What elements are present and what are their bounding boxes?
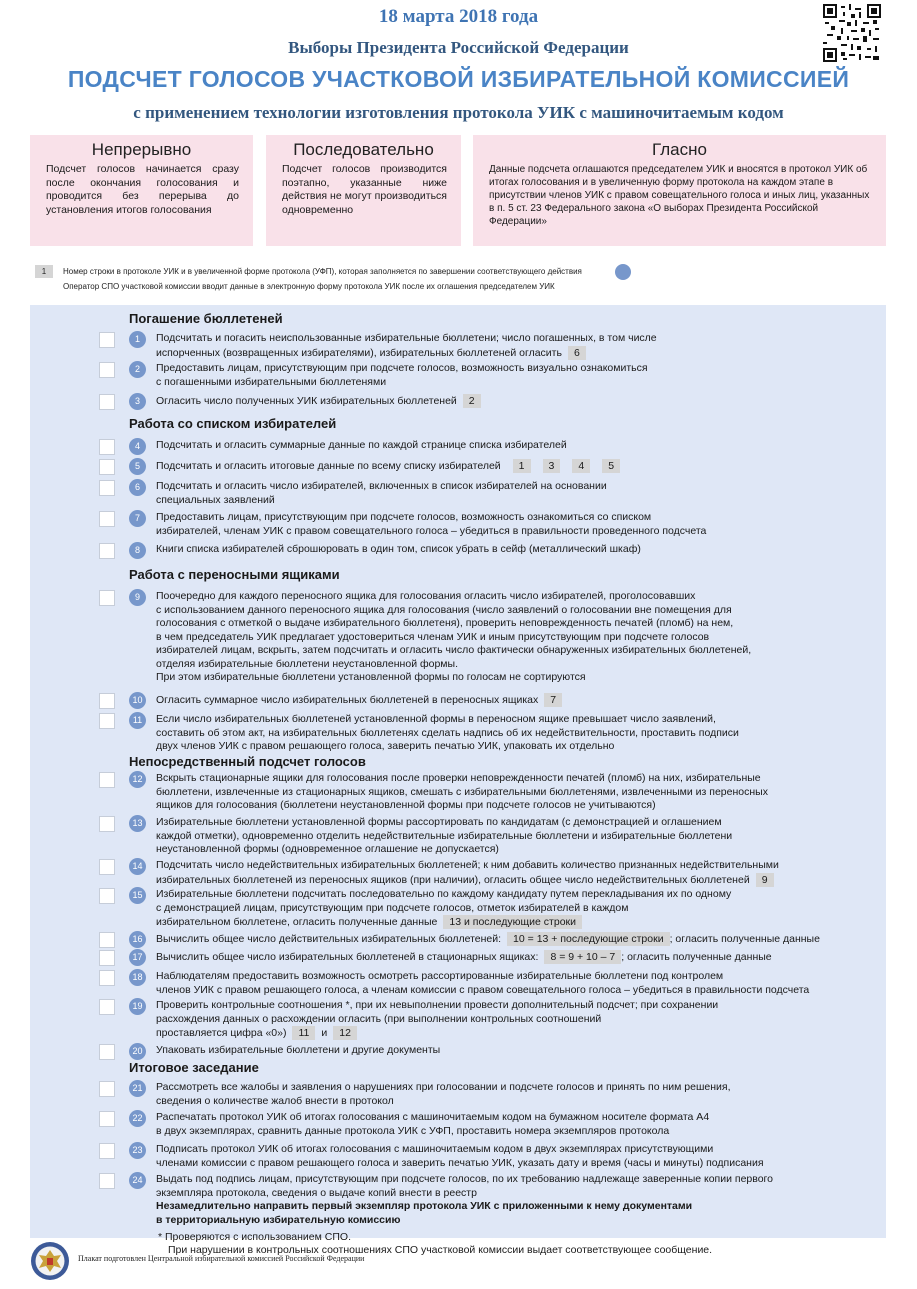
step-line	[156, 740, 739, 754]
step-line-text: Выдать под подпись лицам, присутствующим при подсчете голосов, по их требованию надлежаще заверенные копии первого	[156, 1173, 773, 1185]
step-line-text: Подсчитать число недействительных избирательных бюллетеней; к ним добавить количество признанных недействительными	[156, 859, 779, 871]
principle-text: Данные подсчета оглашаются председателем УИК и вносятся в протокол УИК об итогах голосования и в увеличенную форму протокола на каждом этапе в присутствии членов УИК с правом совещательного голоса и иных лиц, указанных в п. 5 ст. 23 Федерального закона «О выборах Президента Российской Федерации»	[489, 164, 870, 227]
step-checkbox[interactable]	[99, 1044, 115, 1060]
step-line	[156, 617, 751, 631]
step-checkbox[interactable]	[99, 394, 115, 410]
protocol-line-tag: 2	[463, 394, 481, 408]
step-checkbox[interactable]	[99, 999, 115, 1015]
step-text	[156, 1044, 440, 1058]
step-line	[156, 984, 809, 998]
principle-heading: Непрерывно	[91, 140, 192, 159]
step-line	[156, 494, 607, 508]
step-checkbox[interactable]	[99, 713, 115, 729]
step-number-badge: 2	[129, 361, 146, 378]
step-number-badge: 10	[129, 692, 146, 709]
step-line	[156, 1125, 709, 1139]
step-bold-line: Незамедлительно направить первый экземпляр протокола УИК с приложенными к нему документами	[156, 1200, 693, 1212]
step-number-badge: 11	[129, 712, 146, 729]
step-checkbox[interactable]	[99, 1111, 115, 1127]
step-line	[156, 590, 751, 604]
step-line	[156, 713, 739, 727]
step-checkbox[interactable]	[99, 970, 115, 986]
step-text	[156, 713, 739, 754]
step-number-badge: 14	[129, 858, 146, 875]
step-line-text: неустановленной формы (одновременное оглашение не допускается)	[156, 843, 499, 855]
step-line	[156, 1157, 764, 1171]
step-text	[156, 332, 657, 360]
step-number-badge: 7	[129, 510, 146, 527]
step-line-text: Наблюдателям предоставить возможность осмотреть рассортированные избирательные бюллетени под контролем	[156, 970, 724, 982]
legend-line-number	[35, 265, 582, 278]
step-line	[156, 888, 731, 902]
step-line-text: членов УИК с правом решающего голоса, а членам комиссии с правом совещательного голоса – убедиться в правильности подсчета	[156, 983, 810, 996]
step-line	[156, 346, 657, 361]
step-line-text: отделяя избирательные бюллетени неустановленной формы.	[156, 657, 458, 670]
step-line-text: Если число избирательных бюллетеней установленной формы в переносном ящике превышает число заявлений,	[156, 713, 716, 725]
step-line	[156, 902, 731, 916]
step-checkbox[interactable]	[99, 932, 115, 948]
step-text	[156, 1173, 773, 1227]
step-line-text: бюллетени, извлеченные из стационарных ящиков, смешать с избирательными бюллетенями, извлеченными из переносных	[156, 785, 768, 798]
section-heading: Работа со списком избирателей	[129, 416, 337, 431]
step-line-text: Подписать протокол УИК об итогах голосования с машиночитаемым кодом в двух экземплярах присутствующими	[156, 1143, 714, 1155]
step-text	[156, 1081, 731, 1108]
step-checkbox[interactable]	[99, 950, 115, 966]
step-text	[156, 932, 820, 947]
step-line-text: ящиков для голосования (бюллетени неустановленной формы при подсчете голосов не учитываются)	[156, 799, 656, 811]
step-text	[156, 888, 731, 930]
step-line	[156, 786, 768, 800]
step-number-badge: 22	[129, 1110, 146, 1127]
step-line-text: экземпляра протокола, сведения о выдаче копий внести в реестр	[156, 1186, 477, 1199]
step-line	[156, 362, 648, 376]
footnote-line1: * Проверяются с использованием СПО.	[158, 1231, 351, 1243]
principle-text: Подсчет голосов производится поэтапно, указанные ниже действия не могут производиться одновременно	[282, 163, 447, 216]
step-number-badge: 3	[129, 393, 146, 410]
step-line-text: Распечатать протокол УИК об итогах голосования с машиночитаемым кодом на бумажном носителе формата А4	[156, 1111, 710, 1123]
step-text	[156, 816, 732, 857]
step-text	[156, 480, 607, 507]
step-line	[156, 604, 751, 618]
step-number-badge: 21	[129, 1080, 146, 1097]
step-line-text: двух членов УИК с правом решающего голоса, заверить печатью УИК, упаковать их отдельно	[156, 740, 615, 752]
step-line-text: Избирательные бюллетени установленной формы рассортировать по кандидатам (с демонстрацией и оглашением	[156, 816, 722, 828]
step-text	[156, 859, 779, 887]
step-line	[156, 394, 481, 409]
step-checkbox[interactable]	[99, 1143, 115, 1159]
step-line-text: Проверить контрольные соотношения *, при их невыполнении провести дополнительный подсчет; при сохранении	[156, 999, 719, 1011]
step-checkbox[interactable]	[99, 590, 115, 606]
principle-continuous	[30, 135, 253, 246]
step-line-text: каждой отметки), одновременно отделить недействительные избирательные бюллетени и избирательные бюллетени	[156, 829, 733, 842]
step-line-text: Огласить число полученных УИК избирательных бюллетеней	[156, 395, 457, 407]
step-line	[156, 970, 809, 984]
protocol-line-tag: 6	[568, 346, 586, 360]
step-number-badge: 6	[129, 479, 146, 496]
step-line	[156, 631, 751, 645]
step-number-badge: 15	[129, 887, 146, 904]
step-number-badge: 4	[129, 438, 146, 455]
step-line-text: избирательном бюллетене, огласить полученные данные	[156, 916, 438, 928]
step-line-text: Книги списка избирателей сброшюровать в один том, список убрать в сейф (металлический шкаф)	[156, 543, 641, 555]
step-text	[156, 999, 718, 1041]
poster-title: ПОДСЧЕТ ГОЛОСОВ УЧАСТКОВОЙ ИЗБИРАТЕЛЬНОЙ КОМИССИЕЙ	[67, 66, 850, 92]
step-line	[156, 459, 620, 474]
step-line-text: с демонстрацией лицам, присутствующим при подсчете голосов, отметок избирателей в каждом	[156, 901, 629, 914]
step-line	[156, 1044, 440, 1058]
protocol-line-tag: 1	[513, 459, 531, 473]
step-line-text: избирателей лицам, вскрыть, затем подсчитать и огласить число фактически обнаруженных избирательных бюллетеней,	[156, 644, 752, 656]
step-line-text: с погашенными избирательными бюллетенями	[156, 375, 387, 388]
cec-emblem-icon	[30, 1241, 70, 1281]
step-number-badge: 9	[129, 589, 146, 606]
formula-tag: 10 = 13 + последующие строки	[507, 932, 670, 946]
step-line	[156, 999, 718, 1013]
step-line-text: расхождения данных о расхождении огласить (при выполнении контрольных соотношений	[156, 1012, 602, 1025]
step-checkbox[interactable]	[99, 693, 115, 709]
step-line	[156, 816, 732, 830]
section-heading: Непосредственный подсчет голосов	[129, 754, 366, 769]
step-number-badge: 20	[129, 1043, 146, 1060]
step-number-badge: 18	[129, 969, 146, 986]
step-checkbox[interactable]	[99, 816, 115, 832]
step-text	[156, 394, 481, 409]
step-line-text: проставляется цифра «0»)	[156, 1027, 287, 1039]
election-name: Выборы Президента Российской Федерации	[288, 38, 629, 57]
step-bold-line: в территориальную избирательную комиссию	[156, 1213, 401, 1226]
step-line	[156, 480, 607, 494]
step-text	[156, 590, 751, 685]
step-line-text: Подсчитать и огласить итоговые данные по всему списку избирателей	[156, 460, 501, 472]
step-line	[156, 932, 820, 947]
step-checkbox[interactable]	[99, 459, 115, 475]
step-checkbox[interactable]	[99, 480, 115, 496]
protocol-line-tag: 11	[292, 1026, 315, 1040]
legend-line-number-text: Номер строки в протоколе УИК и в увеличенной форме протокола (УФП), которая заполняется по завершении соответствующего действия	[63, 267, 582, 276]
legend-operator-text: Оператор СПО участковой комиссии вводит данные в электронную форму протокола УИК после их оглашения председателем УИК	[63, 282, 555, 291]
section-heading: Итоговое заседание	[129, 1060, 259, 1075]
step-line	[156, 772, 768, 786]
step-text	[156, 511, 706, 538]
step-line	[156, 950, 772, 965]
step-text	[156, 693, 562, 708]
step-line	[156, 799, 768, 813]
step-line	[156, 511, 706, 525]
step-line	[156, 525, 706, 539]
step-number-badge: 8	[129, 542, 146, 559]
legend-sample-number: 1	[35, 265, 53, 278]
principle-heading: Гласно	[652, 140, 707, 159]
step-checkbox[interactable]	[99, 888, 115, 904]
step-line	[156, 843, 732, 857]
step-line	[156, 1081, 731, 1095]
section-heading: Погашение бюллетеней	[129, 311, 283, 326]
formula-after-text: ; огласить полученные данные	[669, 933, 820, 945]
step-line-text: составить об этом акт, на избирательных бюллетенях сделать надпись об их недействительности, проставить подписи	[156, 726, 739, 739]
step-line	[156, 915, 731, 930]
principle-public	[473, 135, 886, 246]
step-line-text: Подсчитать и огласить суммарные данные по каждой странице списка избирателей	[156, 439, 567, 451]
tag-separator: и	[321, 1027, 328, 1039]
step-line	[156, 376, 648, 390]
step-line	[156, 693, 562, 708]
protocol-line-tag: 12	[333, 1026, 357, 1040]
step-line	[156, 727, 739, 741]
step-line-text: Избирательные бюллетени подсчитать последовательно по каждому кандидату путем перекладывания их по одному	[156, 888, 732, 900]
step-line	[156, 332, 657, 346]
step-line-text: голосования с отметкой о выдаче избирательного бюллетеня), проверить неповрежденность печатей (пломб) на нем,	[156, 617, 734, 629]
step-line	[156, 1111, 709, 1125]
step-line-text: избирательных бюллетеней из переносных ящиков (при наличии), огласить общее число недействительных бюллетеней	[156, 873, 750, 886]
step-line-text: Подсчитать и погасить неиспользованные избирательные бюллетени; число погашенных, в том числе	[156, 332, 657, 344]
step-line	[156, 671, 751, 685]
step-checkbox[interactable]	[99, 772, 115, 788]
step-line-text: избирателей, членам УИК с правом совещательного голоса – убедиться в правильности проведенного подсчета	[156, 524, 707, 537]
poster-credit: Плакат подготовлен Центральной избирательной комиссией Российской Федерации	[78, 1254, 365, 1263]
step-text	[156, 970, 809, 997]
step-text	[156, 1111, 709, 1138]
step-text	[156, 950, 772, 965]
qr-code-icon	[823, 4, 881, 62]
step-line	[156, 439, 567, 453]
step-line-text: в чем председатель УИК предлагает удостовериться членам УИК и иным присутствующим при подсчете голосов	[156, 630, 710, 643]
step-line	[156, 830, 732, 844]
step-line-text: Упаковать избирательные бюллетени и другие документы	[156, 1044, 441, 1056]
protocol-line-tag: 7	[544, 693, 562, 707]
protocol-line-tag: 3	[543, 459, 561, 473]
protocol-line-tag: 5	[602, 459, 620, 473]
step-line-text: Вычислить общее число избирательных бюллетеней в стационарных ящиках:	[156, 951, 539, 963]
step-checkbox[interactable]	[99, 859, 115, 875]
footnote-line2: При нарушении в контрольных соотношениях СПО участковой комиссии выдает соответствующее сообщение.	[168, 1244, 713, 1256]
step-line-text: с использованием данного переносного ящика для голосования (число заявлений о голосовании вне помещения для	[156, 603, 732, 616]
step-checkbox[interactable]	[99, 511, 115, 527]
step-checkbox[interactable]	[99, 439, 115, 455]
step-line-text: Вскрыть стационарные ящики для голосования после проверки неповрежденности печатей (пломб) на них, избирательные	[156, 772, 761, 784]
step-line	[156, 658, 751, 672]
step-line	[156, 1095, 731, 1109]
step-line	[156, 1187, 773, 1201]
step-checkbox[interactable]	[99, 362, 115, 378]
step-text	[156, 543, 641, 557]
step-line	[156, 543, 641, 557]
step-line-text: Предоставить лицам, присутствующим при подсчете голосов, возможность ознакомиться со списком	[156, 511, 652, 523]
step-line-text: При этом избирательные бюллетени установленной формы по голосам не сортируются	[156, 671, 586, 683]
step-line-text: членами комиссии с правом решающего голоса и заверить печатью УИК, указать дату и время (часы и минуты) подписания	[156, 1156, 764, 1169]
protocol-line-tag: 4	[572, 459, 590, 473]
step-line	[156, 1026, 718, 1041]
step-line	[156, 644, 751, 658]
protocol-line-tag: 9	[756, 873, 774, 887]
step-number-badge: 17	[129, 949, 146, 966]
operator-dot-icon	[615, 264, 631, 280]
step-line	[156, 873, 779, 888]
poster-subtitle: с применением технологии изготовления протокола УИК с машиночитаемым кодом	[133, 103, 784, 122]
step-number-badge: 12	[129, 771, 146, 788]
principle-heading: Последовательно	[293, 140, 434, 159]
step-text	[156, 772, 768, 813]
step-number-badge: 16	[129, 931, 146, 948]
protocol-line-tag: 13 и последующие строки	[443, 915, 582, 929]
step-checkbox[interactable]	[99, 1173, 115, 1189]
step-text	[156, 439, 567, 453]
step-text	[156, 459, 620, 474]
step-line-text: Вычислить общее число действительных избирательных бюллетеней:	[156, 933, 502, 945]
formula-after-text: ; огласить полученные данные	[621, 951, 772, 963]
step-number-badge: 19	[129, 998, 146, 1015]
step-line-text: Рассмотреть все жалобы и заявления о нарушениях при голосовании и подсчете голосов и принять по ним решения,	[156, 1081, 731, 1093]
step-line-text: испорченных (возвращенных избирателями), избирательных бюллетеней огласить	[156, 346, 562, 359]
step-line-text: Огласить суммарное число избирательных бюллетеней в переносных ящиках	[156, 694, 539, 706]
step-checkbox[interactable]	[99, 332, 115, 348]
principle-text: Подсчет голосов начинается сразу после окончания голосования и проводится без перерыва до установления итогов голосования	[46, 163, 239, 216]
step-line	[156, 1173, 773, 1187]
step-line	[156, 1013, 718, 1027]
step-checkbox[interactable]	[99, 543, 115, 559]
step-line-text: Подсчитать и огласить число избирателей, включенных в список избирателей на основании	[156, 480, 607, 492]
principle-sequential	[266, 135, 461, 246]
step-number-badge: 5	[129, 458, 146, 475]
poster-date: 18 марта 2018 года	[378, 6, 539, 27]
step-line-text: специальных заявлений	[156, 493, 275, 506]
step-number-badge: 13	[129, 815, 146, 832]
step-line	[156, 1143, 764, 1157]
step-text	[156, 362, 648, 389]
step-number-badge: 1	[129, 331, 146, 348]
step-checkbox[interactable]	[99, 1081, 115, 1097]
step-line-text: Предоставить лицам, присутствующим при подсчете голосов, возможность визуально ознакомиться	[156, 362, 648, 374]
step-line-text: в двух экземплярах, сравнить данные протокола УИК с УФП, проставить номера экземпляров протокола	[156, 1124, 670, 1137]
step-line-text: Поочередно для каждого переносного ящика для голосования огласить число избирателей, проголосовавших	[156, 590, 696, 602]
step-text	[156, 1143, 764, 1170]
step-number-badge: 24	[129, 1172, 146, 1189]
step-line-text: сведения о количестве жалоб внести в протокол	[156, 1094, 394, 1107]
step-line	[156, 859, 779, 873]
section-heading: Работа с переносными ящиками	[129, 567, 340, 582]
step-number-badge: 23	[129, 1142, 146, 1159]
formula-tag: 8 = 9 + 10 – 7	[544, 950, 621, 964]
